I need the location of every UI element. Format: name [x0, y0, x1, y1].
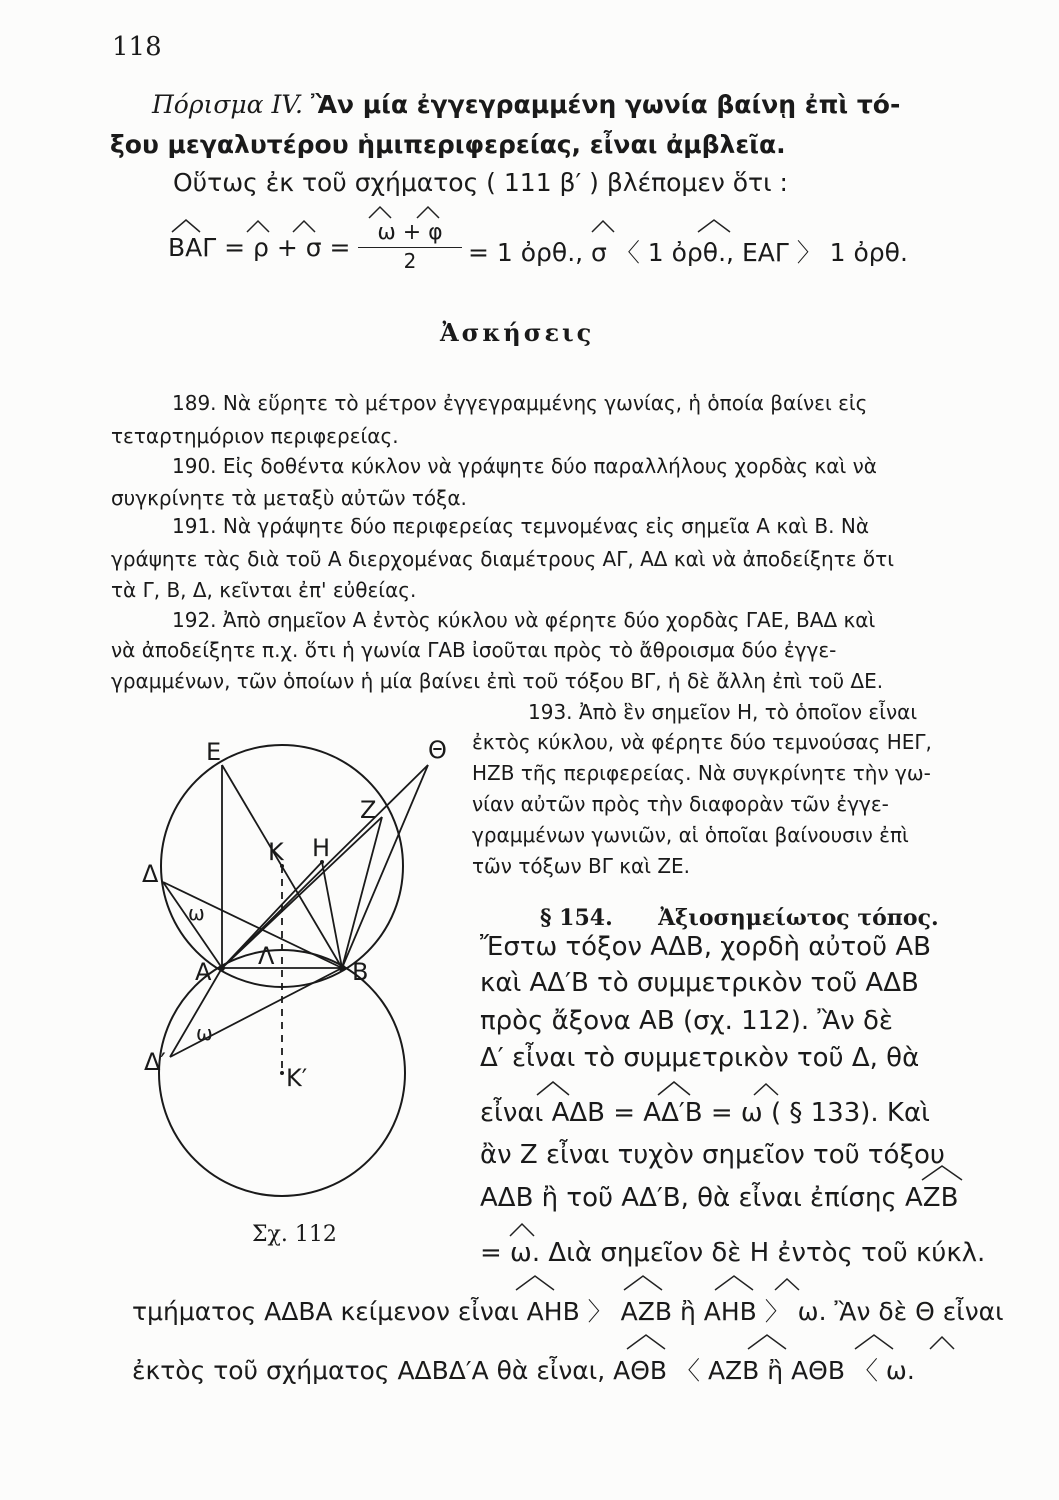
section-line: ἐκτὸς τοῦ σχήματος ΑΔΒΔ′Α θὰ εἶναι, ΑΘΒ 〈 ΑΖΒ ἢ ΑΘΒ 〈 ω. — [132, 1356, 915, 1385]
figure-caption: Σχ. 112 — [252, 1222, 337, 1247]
label-B: Β — [352, 958, 369, 986]
exercise-line: 189. Νὰ εὕρητε τὸ μέτρον ἐγγεγραμμένης γωνίας, ἡ ὁποία βαίνει εἰς — [172, 391, 868, 415]
formula-denominator: 2 — [403, 249, 417, 273]
exercise-line: νὰ ἀποδείξητε π.χ. ὅτι ἡ γωνία ΓΑΒ ἰσοῦται πρὸς τὸ ἄθροισμα δύο ἐγγε- — [111, 638, 837, 662]
label-H: Η — [312, 834, 331, 862]
label-Theta: Θ — [428, 736, 447, 764]
exercise-line: γραμμένων γωνιῶν, αἱ ὁποῖαι βαίνουσιν ἐπὶ — [472, 823, 909, 847]
section-line: = ω. Διὰ σημεῖον δὲ Η ἐντὸς τοῦ κύκλ. — [480, 1238, 986, 1268]
line-DA — [163, 882, 222, 968]
label-omega-2: ω — [196, 1021, 213, 1045]
exercise-line: γράψητε τὰς διὰ τοῦ Α διερχομένας διαμέτρους ΑΓ, ΑΔ καὶ νὰ ἀποδείξητε ὅτι — [111, 547, 894, 571]
section-line: τμήματος ΑΔΒΑ κείμενον εἶναι ΑΗΒ 〉 ΑΖΒ ἢ ΑΗΒ 〉 ω. Ἂν δὲ Θ εἶναι — [132, 1297, 1004, 1326]
point-A — [219, 965, 225, 971]
label-omega-1: ω — [188, 901, 205, 925]
line-Theta-B — [342, 765, 428, 968]
label-E: Ε — [206, 738, 222, 766]
label-A: Α — [195, 958, 212, 986]
exercise-line: τὰ Γ, Β, Δ, κεῖνται ἐπ' εὐθείας. — [111, 578, 417, 602]
formula-numerator: ω + φ — [377, 220, 443, 245]
exercise-line: ἐκτὸς κύκλου, νὰ φέρητε δύο τεμνούσας ΗΕΓ, — [472, 730, 932, 754]
line-ZB — [342, 817, 382, 968]
section-line: καὶ ΑΔ′Β τὸ συμμετρικὸν τοῦ ΑΔΒ — [480, 968, 919, 998]
exercise-line: τῶν τόξων ΒΓ καὶ ΖΕ. — [472, 854, 691, 878]
point-K2 — [280, 1071, 284, 1075]
section-number: § 154. — [540, 905, 613, 931]
label-D2: Δ′ — [144, 1048, 166, 1076]
label-D: Δ — [142, 860, 159, 888]
section-line: πρὸς ἄξονα ΑΒ (σχ. 112). Ἂν δὲ — [480, 1006, 893, 1036]
section-title: Ἀξιοσημείωτος τόπος. — [658, 905, 939, 931]
line-DB — [163, 882, 342, 968]
exercise-line: 190. Εἰς δοθέντα κύκλον νὰ γράψητε δύο παραλλήλους χορδὰς καὶ νὰ — [172, 454, 877, 478]
label-L: Λ — [258, 942, 275, 970]
exercise-line: 192. Ἀπὸ σημεῖον Α ἐντὸς κύκλου νὰ φέρητε δύο χορδὰς ΓΑΕ, ΒΑΔ καὶ — [172, 608, 876, 632]
section-line: Δ′ εἶναι τὸ συμμετρικὸν τοῦ Δ, θὰ — [480, 1043, 920, 1073]
section-line: ἂν Ζ εἶναι τυχὸν σημεῖον τοῦ τόξου — [480, 1140, 945, 1170]
section-line: Ἔστω τόξον ΑΔΒ, χορδὴ αὐτοῦ ΑΒ — [480, 932, 931, 962]
corollary-text: Οὕτως ἐκ τοῦ σχήματος ( 111 β′ ) βλέπομεν ὅτι : — [173, 168, 788, 197]
formula-rhs: = 1 ὀρθ., σ 〈 1 ὀρθ., ΕΑΓ 〉 1 ὀρθ. — [468, 238, 908, 267]
exercise-line: γραμμένων, τῶν ὁποίων ἡ μία βαίνει ἐπὶ τοῦ τόξου ΒΓ, ἡ δὲ ἄλλη ἐπὶ τοῦ ΔΕ. — [111, 669, 884, 693]
point-B — [339, 965, 346, 972]
exercises-heading: Ἀσκήσεις — [440, 318, 595, 347]
exercise-line: 191. Νὰ γράψητε δύο περιφερείας τεμνομένας εἰς σημεῖα Α καὶ Β. Νὰ — [172, 514, 870, 538]
exercise-line: τεταρτημόριον περιφερείας. — [111, 424, 399, 448]
section-line: εἶναι ΑΔΒ = ΑΔ′Β = ω ( § 133). Καὶ — [480, 1098, 930, 1128]
section-line: ΑΔΒ ἢ τοῦ ΑΔ′Β, θὰ εἶναι ἐπίσης ΑΖΒ — [480, 1183, 959, 1213]
corollary-label: Πόρισμα IV. — [152, 90, 304, 119]
formula-lhs: ΒΑΓ = ρ + σ = — [168, 233, 351, 262]
label-K2: Κ′ — [286, 1064, 308, 1092]
page-number: 118 — [112, 32, 162, 62]
label-K: Κ — [268, 838, 284, 866]
exercise-line: ΗΖΒ τῆς περιφερείας. Νὰ συγκρίνητε τὴν γω- — [472, 761, 931, 785]
exercise-line: συγκρίνητε τὰ μεταξὺ αὐτῶν τόξα. — [111, 486, 467, 510]
corollary-statement-1: Ἂν μία ἐγγεγραμμένη γωνία βαίνῃ ἐπὶ τό- — [310, 90, 901, 119]
exercise-line: νίαν αὐτῶν πρὸς τὴν διαφορὰν τῶν ἐγγε- — [472, 792, 889, 816]
exercise-line: 193. Ἀπὸ ἓν σημεῖον Η, τὸ ὁποῖον εἶναι — [528, 700, 918, 724]
label-Z: Ζ — [360, 796, 377, 824]
corollary-statement-2: ξου μεγαλυτέρου ἡμιπεριφερείας, εἶναι ἀμβλεῖα. — [110, 130, 786, 159]
